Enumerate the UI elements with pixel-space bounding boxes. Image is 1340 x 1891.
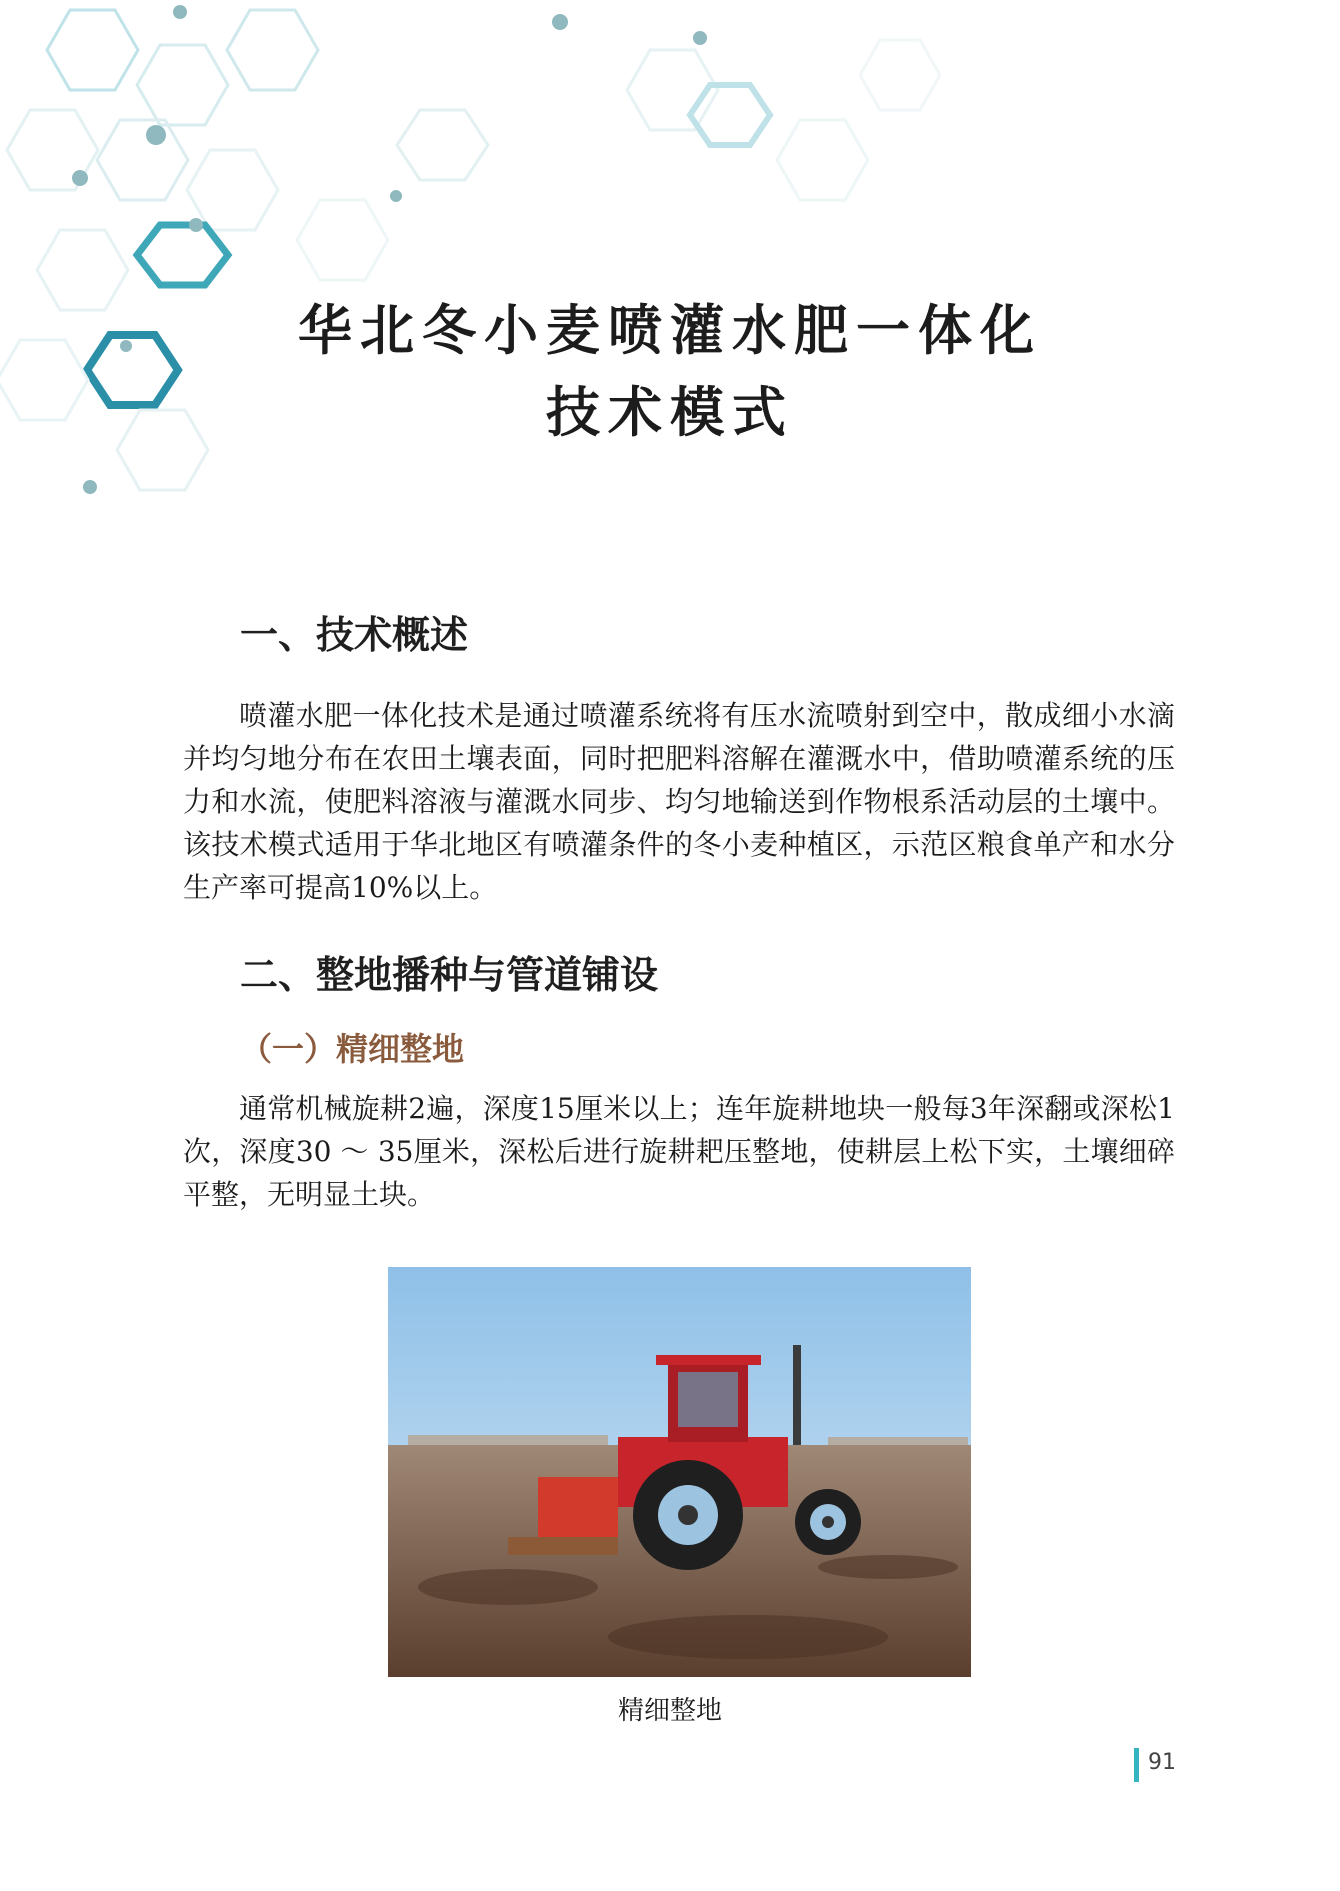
figure-caption: 精细整地 <box>617 1696 722 1726</box>
section-heading-overview: 一、技术概述 <box>240 613 469 657</box>
subheading-fine-tillage: （一）精细整地 <box>240 1030 465 1068</box>
hexagon-decoration <box>0 0 1000 560</box>
page-title-line1: 华北冬小麦喷灌水肥一体化 <box>298 299 1042 362</box>
page-number-marker <box>1134 1748 1139 1782</box>
page-title-line2: 技术模式 <box>546 381 794 444</box>
page-number: 91 <box>1148 1750 1176 1775</box>
section-paragraph-overview: 喷灌水肥一体化技术是通过喷灌系统将有压水流喷射到空中，散成细小水滴并均匀地分布在农田土壤表面，同时把肥料溶解在灌溉水中，借助喷灌系统的压力和水流，使肥料溶液与灌溉水同步、均匀地输送到作物根系活动层的土壤中。该技术模式适用于华北地区有喷灌条件的冬小麦种植区，示范区粮食单产和水分生产率可提高10%以上。 <box>183 699 1175 904</box>
section-heading-soil-prep: 二、整地播种与管道铺设 <box>240 953 659 997</box>
tractor-field-photo <box>388 1267 971 1677</box>
section-paragraph-tillage: 通常机械旋耕2遍，深度15厘米以上；连年旋耕地块一般每3年深翻或深松1次，深度30 ～ 35厘米，深松后进行旋耕耙压整地，使耕层上松下实，土壤细碎平整，无明显土块。 <box>183 1092 1175 1211</box>
